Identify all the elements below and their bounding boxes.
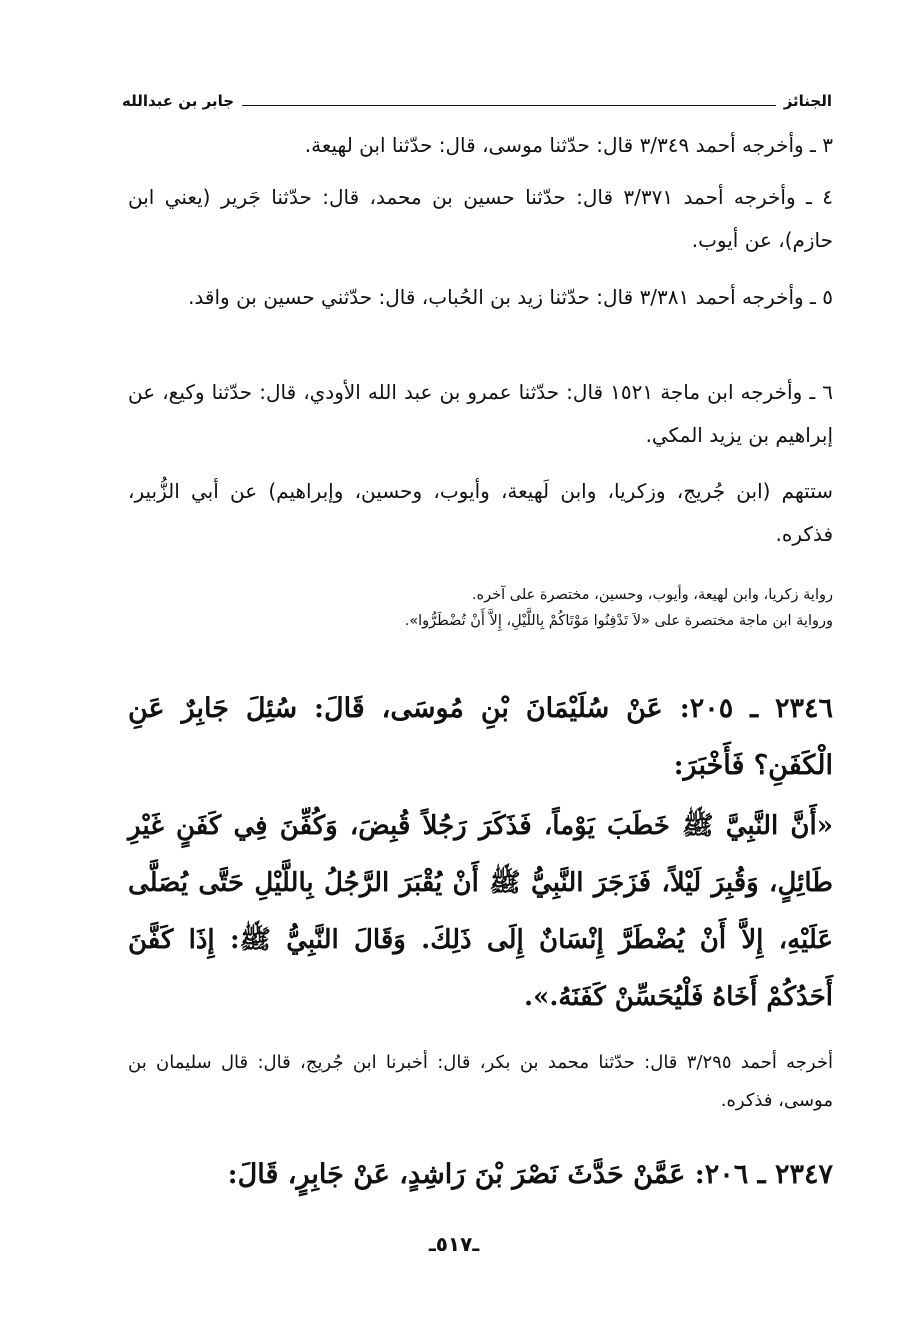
- source-summary: ستتهم (ابن جُريج، وزكريا، وابن لَهيعة، وأيوب، وحسين، وإبراهيم) عن أبي الزُّبير، فذكره.: [128, 479, 833, 546]
- footnote-line-2: ورواية ابن ماجة مختصرة على «لاَ تَدْفِنُوا مَوْتَاكُمْ بِاللَّيْلِ، إِلاَّ أَنْ تُضْطَرُّوا».: [404, 613, 833, 629]
- running-header: [122, 88, 832, 114]
- hadith-2346-heading: ٢٣٤٦ ـ ٢٠٥: عَنْ سُلَيْمَانَ بْنِ مُوسَى، قَالَ: سُئِلَ جَابِرٌ عَنِ الْكَفَنِ؟ فَأَخْبَرَ:: [128, 693, 834, 781]
- chapter-title: الجنائز: [783, 92, 832, 110]
- hadith-2347-heading: ٢٣٤٧ ـ ٢٠٦: عَمَّنْ حَدَّثَ نَصْرَ بْنَ رَاشِدٍ، عَنْ جَابِرٍ، قَالَ:: [227, 1159, 833, 1190]
- source-item-5: ٥ ـ وأخرجه أحمد ٣/٣٨١ قال: حدّثنا زيد بن الحُباب، قال: حدّثني حسين بن واقد.: [188, 285, 833, 309]
- source-item-3: ٣ ـ وأخرجه أحمد ٣/٣٤٩ قال: حدّثنا موسى، قال: حدّثنا ابن لهيعة.: [304, 133, 833, 157]
- source-item-4: ٤ ـ وأخرجه أحمد ٣/٣٧١ قال: حدّثنا حسين بن محمد، قال: حدّثنا جَرير (يعني ابن حازم)، عن أيوب.: [128, 185, 834, 252]
- page-number: ـ٥١٧ـ: [428, 1232, 480, 1256]
- footnote-line-1: رواية زكريا، وابن لهيعة، وأيوب، وحسين، مختصرة على آخره.: [471, 587, 833, 603]
- section-title: جابر بن عبدالله: [122, 92, 235, 110]
- hadith-2346-text: «أَنَّ النَّبِيَّ ﷺ خَطَبَ يَوْماً، فَذَكَرَ رَجُلاً قُبِضَ، وَكُفِّنَ فِي كَفَنٍ غَيْرِ طَائِلٍ، وَقُبِرَ لَيْلاً، فَزَجَرَ النَّبِيُّ ﷺ أَنْ يُقْبَرَ الرَّجُلُ بِاللَّيْلِ حَتَّى يُصَلَّى عَلَيْهِ، إِلاَّ أَنْ يُضْطَرَّ إِنْسَانٌ إِلَى ذَلِكَ. وَقَالَ النَّبِيُّ ﷺ: إِذَا كَفَّنَ أَحَدُكُمْ أَخَاهُ فَلْيُحَسِّنْ كَفَنَهُ.».: [128, 811, 833, 1012]
- source-item-6: ٦ ـ وأخرجه ابن ماجة ١٥٢١ قال: حدّثنا عمرو بن عبد الله الأودي، قال: حدّثنا وكيع، عن إبراهيم بن يزيد المكي.: [128, 380, 833, 447]
- header-rule: [242, 97, 776, 106]
- hadith-2346-takhrij: أخرجه أحمد ٣/٢٩٥ قال: حدّثنا محمد بن بكر، قال: أخبرنا ابن جُريج، قال: قال سليمان بن موسى، فذكره.: [128, 1052, 833, 1111]
